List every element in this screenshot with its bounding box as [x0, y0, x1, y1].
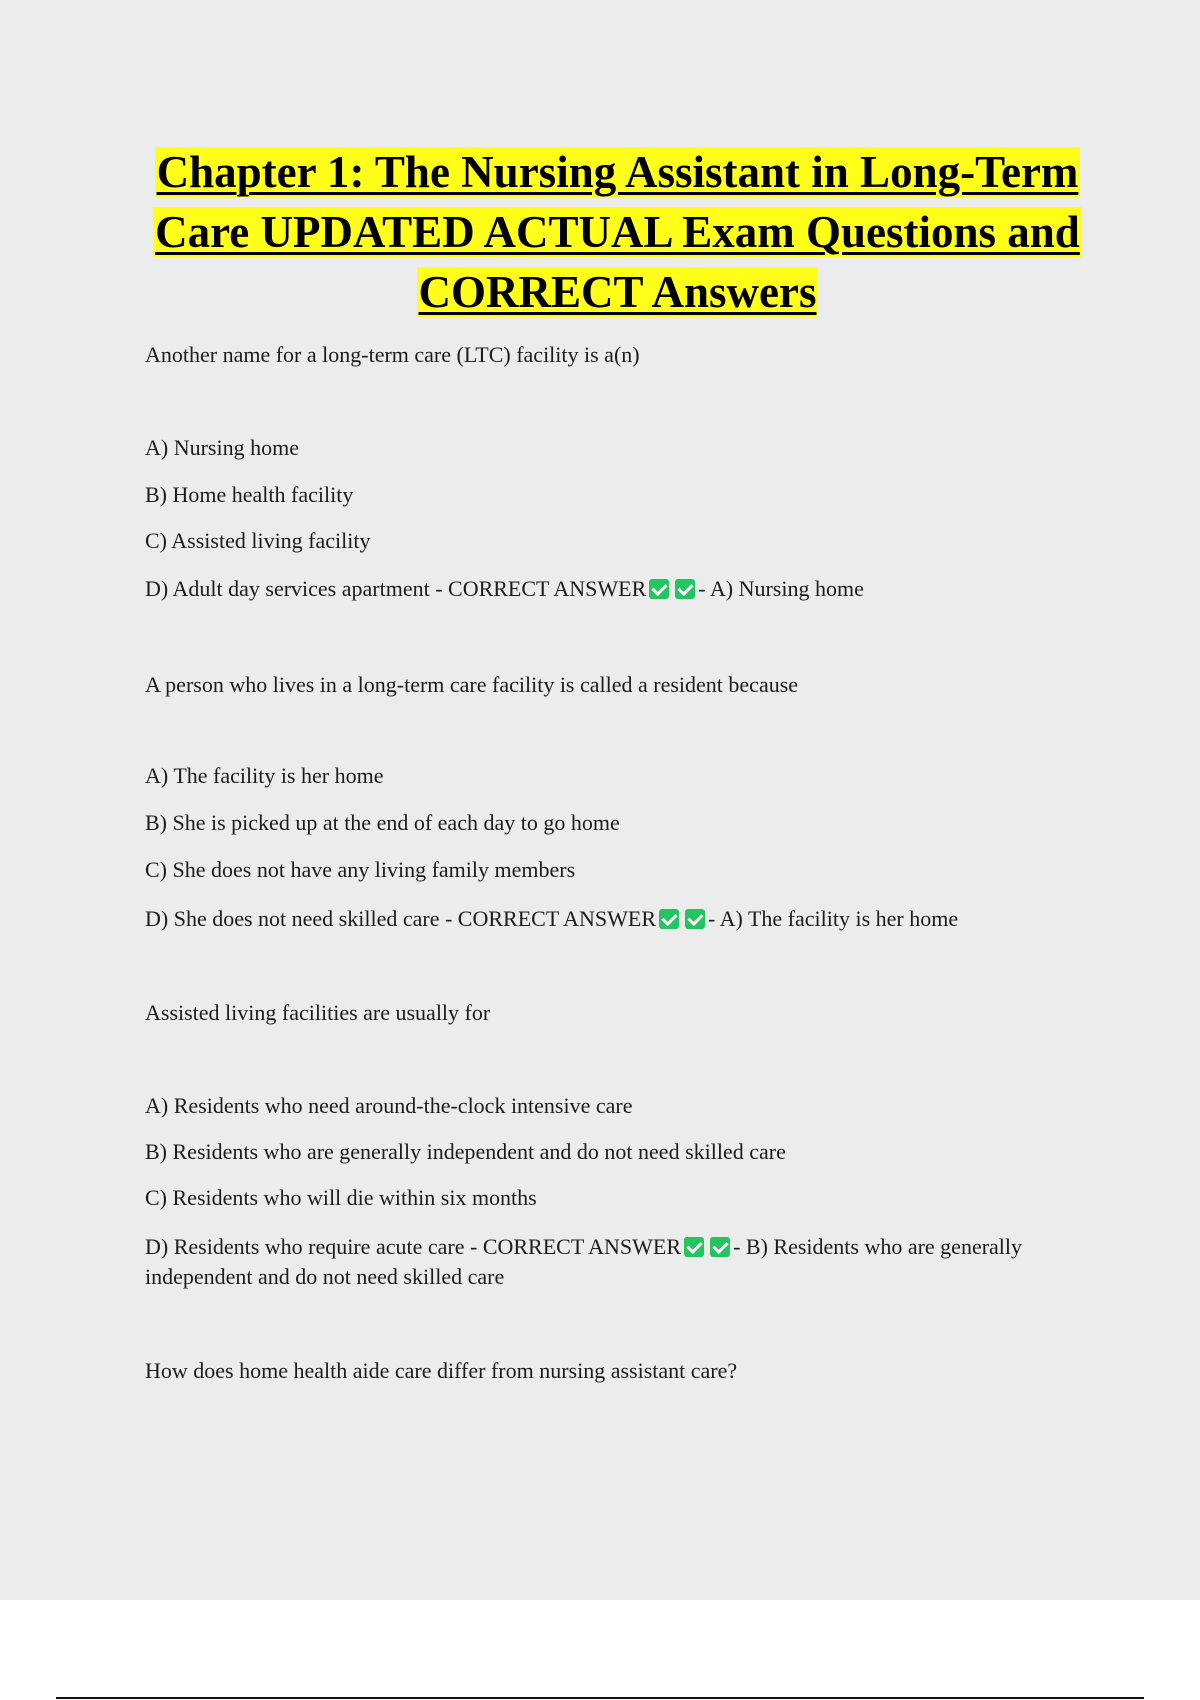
- option-d: D) Residents who require acute care -: [145, 1234, 483, 1259]
- answer-text: - B) Residents who are generally independent and do not need skilled care: [145, 1234, 1023, 1289]
- option-c: C) Residents who will die within six months: [145, 1185, 537, 1210]
- correct-answer-label: CORRECT ANSWER: [482, 1234, 682, 1259]
- option-b: B) Home health facility: [145, 482, 354, 507]
- title-highlight: Chapter 1: The Nursing Assistant in Long-Term Care UPDATED ACTUAL Exam Questions and CORRECT Answers: [155, 147, 1080, 317]
- option-c: C) She does not have any living family members: [145, 857, 576, 882]
- check-mark-icon: [710, 1237, 730, 1257]
- footer-divider: [56, 1697, 1144, 1699]
- question-stem: Another name for a long-term care (LTC) facility is a(n): [145, 342, 640, 367]
- option-d-with-answer: [145, 1232, 1065, 1292]
- option-a: A) The facility is her home: [145, 763, 384, 788]
- option-d: D) Adult day services apartment -: [145, 576, 449, 601]
- check-mark-icon: [659, 909, 679, 929]
- option-d-with-answer: [145, 574, 864, 604]
- option-d-with-answer: [145, 904, 958, 934]
- check-mark-icon: [685, 909, 705, 929]
- answer-text: - A) The facility is her home: [708, 906, 959, 931]
- question-stem: A person who lives in a long-term care facility is called a resident because: [145, 672, 799, 697]
- option-a: A) Residents who need around-the-clock intensive care: [145, 1093, 633, 1118]
- check-mark-icon: [684, 1237, 704, 1257]
- option-b: B) Residents who are generally independent and do not need skilled care: [145, 1139, 786, 1164]
- document-title: [153, 147, 1082, 317]
- correct-answer-label: CORRECT ANSWER: [448, 576, 647, 601]
- answer-text: - A) Nursing home: [698, 576, 864, 601]
- option-a: A) Nursing home: [145, 435, 299, 460]
- correct-answer-label: CORRECT ANSWER: [457, 906, 657, 931]
- option-d: D) She does not need skilled care -: [145, 906, 458, 931]
- title-block: [130, 142, 1105, 322]
- question-stem: Assisted living facilities are usually for: [145, 1000, 491, 1025]
- option-c: C) Assisted living facility: [145, 528, 371, 553]
- check-mark-icon: [675, 579, 695, 599]
- option-b: B) She is picked up at the end of each day to go home: [145, 810, 620, 835]
- question-stem: How does home health aide care differ from nursing assistant care?: [145, 1358, 738, 1383]
- check-mark-icon: [649, 579, 669, 599]
